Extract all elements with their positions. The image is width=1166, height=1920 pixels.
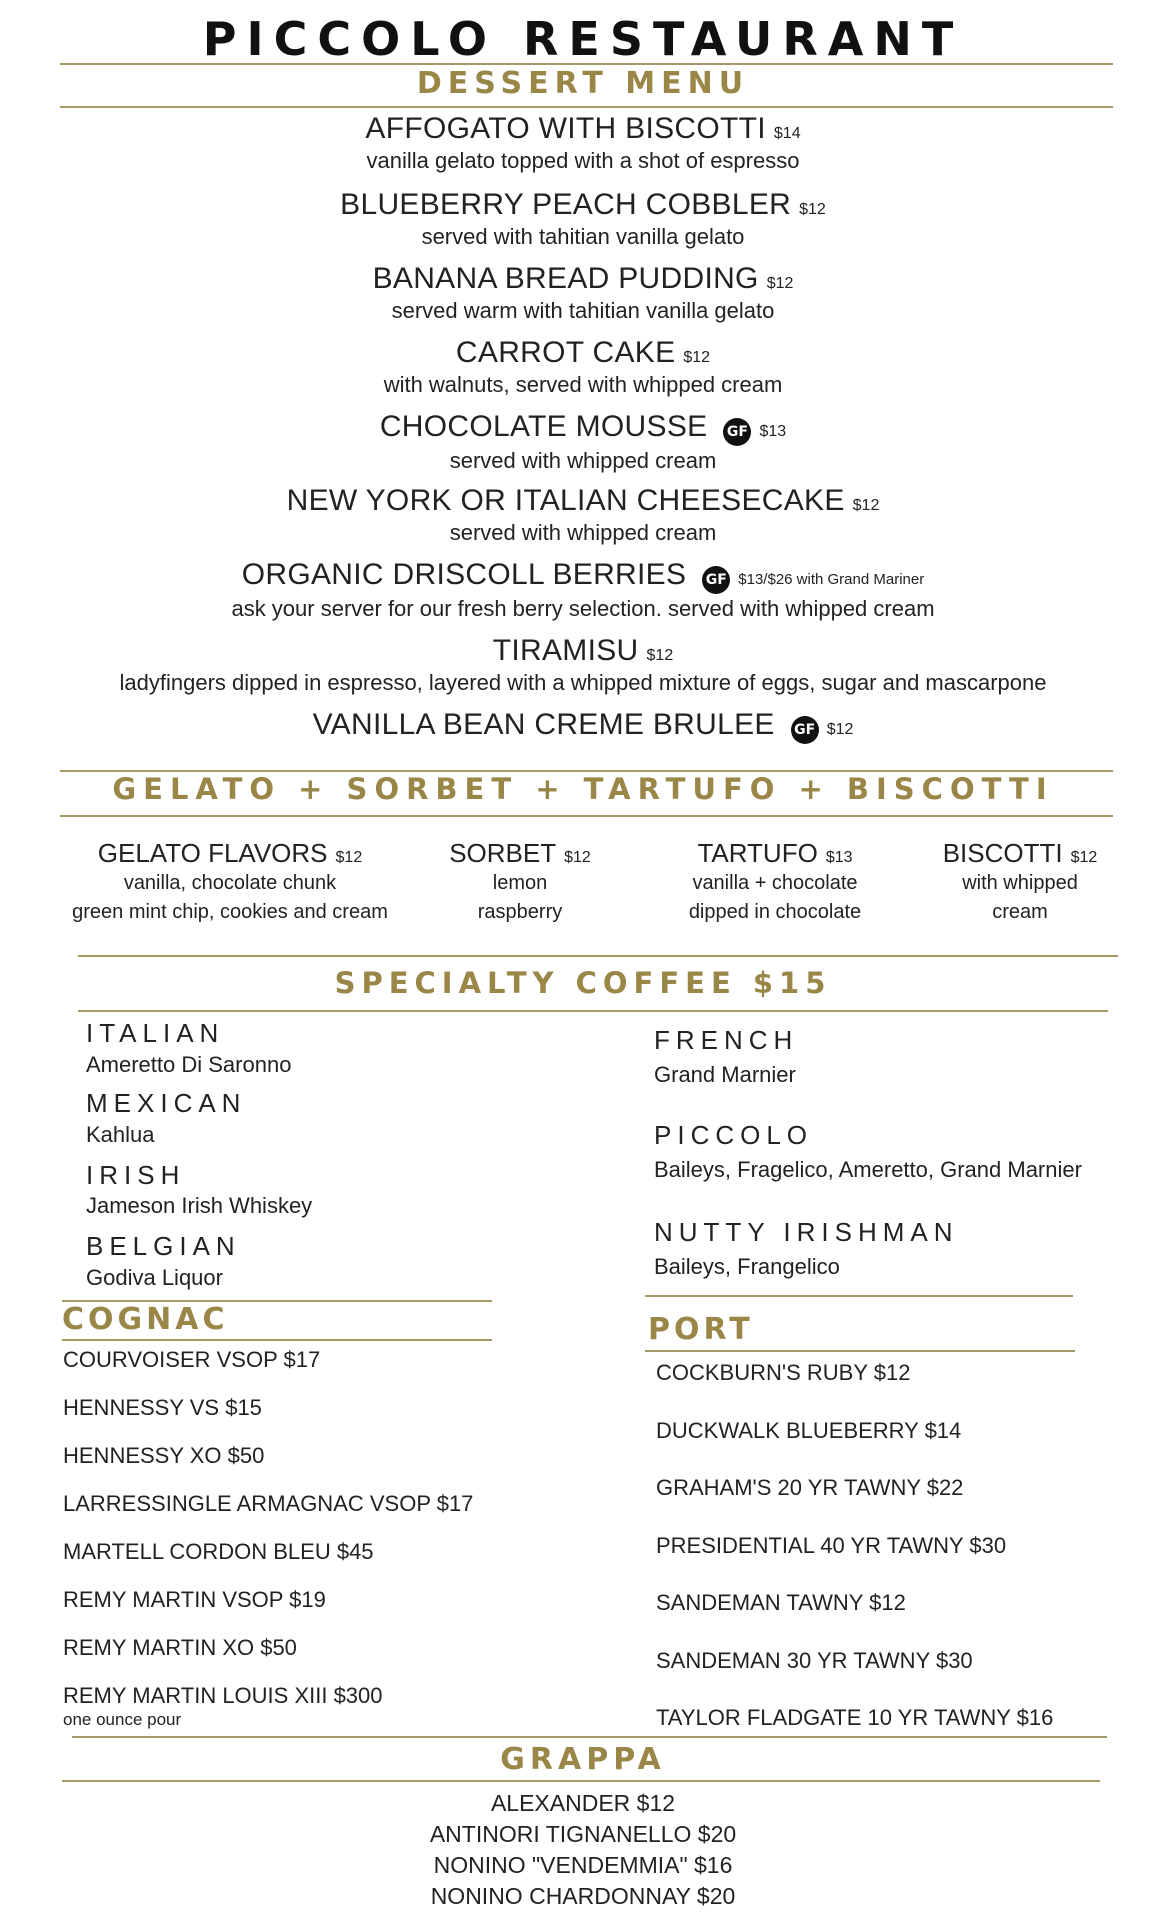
coffee-name: PICCOLO: [654, 1120, 814, 1150]
dessert-name: ORGANIC DRISCOLL BERRIES: [241, 558, 687, 591]
dessert-price: $12: [766, 274, 794, 292]
cognac-heading: COGNAC: [62, 1302, 229, 1337]
grappa-item: NONINO "VENDEMMIA" $16: [433, 1852, 733, 1878]
coffee-name: IRISH: [86, 1160, 186, 1190]
divider: [60, 815, 1113, 817]
cognac-note: one ounce pour: [63, 1710, 182, 1729]
gelato-line: green mint chip, cookies and cream: [72, 901, 388, 923]
sorbet-column: [420, 838, 620, 927]
dessert-name: CHOCOLATE MOUSSE: [379, 410, 708, 443]
restaurant-title: PICCOLO RESTAURANT: [202, 12, 964, 66]
dessert-menu-heading: DESSERT MENU: [416, 66, 750, 101]
coffee-name: FRENCH: [654, 1025, 799, 1055]
port-item: DUCKWALK BLUEBERRY $14: [656, 1418, 962, 1443]
grappa-heading: GRAPPA: [500, 1742, 666, 1777]
coffee-desc: Baileys, Fragelico, Ameretto, Grand Marnier: [654, 1157, 1082, 1182]
sorbet-price: $12: [564, 848, 591, 866]
cognac-item: HENNESSY VS $15: [63, 1395, 262, 1420]
dessert-price: $12: [646, 646, 674, 664]
cognac-item: REMY MARTIN LOUIS XIII $300: [63, 1683, 383, 1708]
dessert-item: [0, 484, 1166, 546]
dessert-price: $12: [799, 200, 826, 218]
tartufo-line: dipped in chocolate: [688, 901, 862, 923]
cognac-item: LARRESSINGLE ARMAGNAC VSOP $17: [63, 1491, 474, 1516]
dessert-item: [0, 634, 1166, 696]
coffee-desc: Grand Marnier: [654, 1062, 796, 1087]
dessert-item: [0, 410, 1166, 474]
dessert-item: [0, 188, 1166, 250]
dessert-price: $13/$26 with Grand Mariner: [738, 571, 925, 589]
coffee-name: BELGIAN: [86, 1231, 241, 1261]
dessert-desc: with walnuts, served with whipped cream: [383, 372, 783, 397]
gelato-sorbet-heading: GELATO + SORBET + TARTUFO + BISCOTTI: [112, 772, 1054, 806]
port-item: SANDEMAN TAWNY $12: [656, 1590, 906, 1615]
divider: [62, 1780, 1100, 1782]
dessert-desc: served with whipped cream: [449, 447, 717, 473]
tartufo-price: $13: [825, 848, 853, 866]
port-item: TAYLOR FLADGATE 10 YR TAWNY $16: [656, 1705, 1054, 1730]
coffee-desc: Baileys, Frangelico: [654, 1254, 840, 1279]
dessert-desc: ask your server for our fresh berry selection. served with whipped cream: [231, 595, 935, 621]
gelato-name: GELATO FLAVORS: [97, 838, 328, 868]
dessert-price: $13: [759, 422, 787, 440]
dessert-price: $14: [773, 124, 801, 142]
port-item: GRAHAM'S 20 YR TAWNY $22: [656, 1475, 964, 1500]
dessert-name: AFFOGATO WITH BISCOTTI: [365, 112, 766, 145]
cognac-item: REMY MARTIN VSOP $19: [63, 1587, 326, 1612]
port-item: COCKBURN'S RUBY $12: [656, 1360, 911, 1385]
dessert-desc: ladyfingers dipped in espresso, layered with a whipped mixture of eggs, sugar and mascarpone: [119, 670, 1047, 695]
dessert-item: [0, 336, 1166, 398]
dessert-item: [0, 112, 1166, 174]
gluten-free-icon: GF: [791, 716, 819, 744]
gluten-free-icon: GF: [723, 418, 751, 446]
divider: [60, 106, 1113, 108]
divider: [645, 1350, 1075, 1352]
port-item: SANDEMAN 30 YR TAWNY $30: [656, 1648, 973, 1673]
coffee-desc: Godiva Liquor: [86, 1265, 223, 1290]
cognac-item: COURVOISER VSOP $17: [63, 1347, 321, 1372]
gluten-free-icon: GF: [702, 566, 730, 594]
sorbet-name: SORBET: [449, 838, 557, 868]
port-item: PRESIDENTIAL 40 YR TAWNY $30: [656, 1533, 1007, 1558]
cognac-item: MARTELL CORDON BLEU $45: [63, 1539, 374, 1564]
tartufo-line: vanilla + chocolate: [692, 872, 858, 894]
dessert-desc: served warm with tahitian vanilla gelato: [391, 298, 775, 323]
dessert-name: BLUEBERRY PEACH COBBLER: [340, 188, 792, 221]
coffee-desc: Kahlua: [86, 1122, 155, 1147]
biscotti-line: with whipped: [962, 872, 1078, 894]
divider: [78, 955, 1118, 957]
sorbet-line: lemon: [492, 872, 548, 894]
cognac-item: REMY MARTIN XO $50: [63, 1635, 297, 1660]
cognac-item: HENNESSY XO $50: [63, 1443, 265, 1468]
biscotti-line: cream: [992, 901, 1048, 923]
biscotti-name: BISCOTTI: [942, 838, 1063, 868]
biscotti-column: [920, 838, 1120, 927]
coffee-desc: Ameretto Di Saronno: [86, 1052, 292, 1077]
biscotti-price: $12: [1070, 848, 1098, 866]
coffee-name: NUTTY IRISHMAN: [654, 1217, 959, 1247]
sorbet-line: raspberry: [477, 901, 563, 923]
divider: [72, 1736, 1107, 1738]
specialty-coffee-heading: SPECIALTY COFFEE $15: [334, 966, 832, 1000]
dessert-price: $12: [852, 496, 880, 514]
port-heading: PORT: [648, 1312, 754, 1347]
dessert-name: BANANA BREAD PUDDING: [372, 262, 759, 295]
gelato-column: [55, 838, 405, 927]
gelato-price: $12: [335, 848, 363, 866]
dessert-item: [0, 558, 1166, 622]
dessert-name: CARROT CAKE: [455, 336, 676, 369]
dessert-desc: served with tahitian vanilla gelato: [421, 224, 745, 249]
tartufo-name: TARTUFO: [697, 838, 818, 868]
dessert-name: TIRAMISU: [492, 634, 639, 667]
divider: [62, 1339, 492, 1341]
divider: [645, 1295, 1073, 1297]
dessert-desc: vanilla gelato topped with a shot of espresso: [366, 148, 800, 173]
dessert-item: [0, 262, 1166, 324]
dessert-item: [0, 708, 1166, 744]
divider: [60, 63, 1113, 65]
dessert-desc: served with whipped cream: [449, 520, 717, 545]
coffee-name: ITALIAN: [86, 1018, 225, 1048]
grappa-item: NONINO CHARDONNAY $20: [430, 1883, 736, 1909]
tartufo-column: [660, 838, 890, 927]
divider: [78, 1010, 1108, 1012]
dessert-name: VANILLA BEAN CREME BRULEE: [312, 708, 775, 741]
dessert-price: $12: [683, 348, 711, 366]
gelato-line: vanilla, chocolate chunk: [123, 872, 337, 894]
coffee-desc: Jameson Irish Whiskey: [86, 1193, 313, 1218]
dessert-price: $12: [826, 720, 854, 738]
grappa-item: ANTINORI TIGNANELLO $20: [429, 1821, 737, 1847]
dessert-name: NEW YORK OR ITALIAN CHEESECAKE: [286, 484, 845, 517]
coffee-name: MEXICAN: [86, 1088, 247, 1118]
grappa-item: ALEXANDER $12: [490, 1790, 676, 1816]
